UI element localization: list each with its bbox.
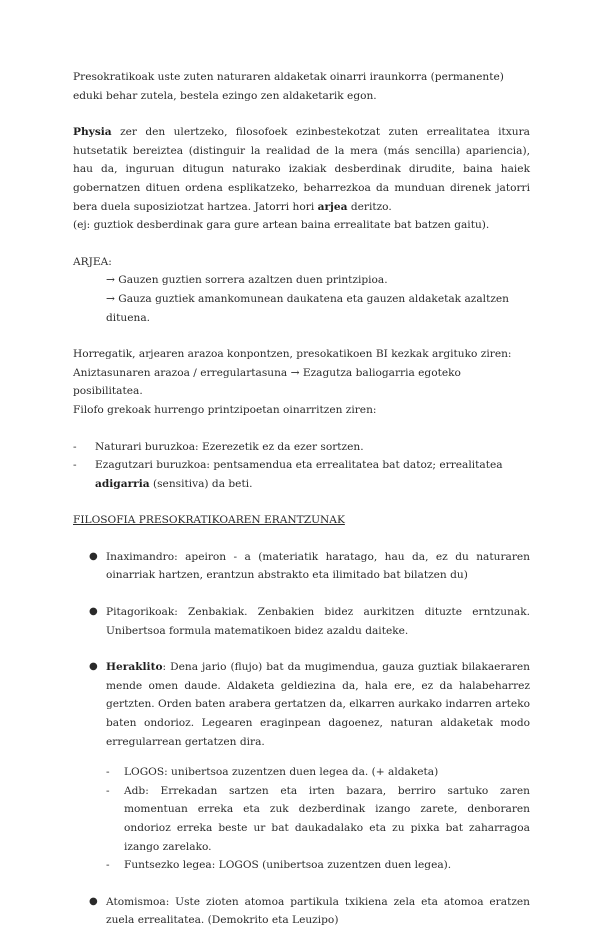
anaximandro-text: Inaximandro: apeiron - a (materiatik haratago, hau da, ez du naturaren oinarriak hartzen, erantzun abstrakto eta ilimitado bat bilatzen du) [106, 550, 530, 582]
heraklito-sub-2: Adb: Errekadan sartzen eta irten bazara, berriro sartuko zaren momentuan erreka eta zuk dezberdinak izango zarete, denboraren ondorioz erreka beste ur bat daukadalako eta zu pixka bat zaharragoa izango zarelako. [124, 784, 530, 853]
heraklito-name: Heraklito [106, 661, 163, 674]
arjea-line-2: → Gauza guztiek amankomunean daukatena eta gauzen aldaketak azaltzen dituena. [106, 292, 510, 324]
horregatik-line-2: Aniztasunaren arazoa / erregulartasuna → Ezagutza baliogarria egoteko posibilitatea. [73, 366, 461, 398]
bullet-dot-icon: ● [89, 606, 98, 618]
arjea-line-1: → Gauzen guztien sorrera azaltzen duen printzipioa. [106, 274, 388, 287]
bullet-dot-icon: ● [89, 661, 98, 673]
physia-text-2: deritzo. [347, 200, 392, 213]
dash-bullet: - [106, 784, 110, 797]
principle-nature: Naturari buruzkoa: Ezerezetik ez da ezer sortzen. [95, 440, 364, 453]
heraklito-sub-1: LOGOS: unibertsoa zuzentzen duen legea da. (+ aldaketa) [124, 766, 439, 779]
heraklito-text: : Dena jario (flujo) bat da mugimendua, gauza guztiak bilakaeraren mende omen daude. Aldaketa geldiezina da, hala ere, ez da halabeharrez gertzten. Orden baten arabera gertatzen da, elkarren aurkako indarren arteko baten ondorioz. Legearen eraginpean dagoenez, naturan aldaketak modo erregularrean gertatzen dira. [106, 661, 530, 748]
physia-text-1: zer den ulertzeko, filosofoek ezinbestekotzat zuten errealitatea itxura hutsetatik bereiztea (distinguir la realidad de la mera (más sencilla) apariencia), hau da, inguruan ditugun naturako izakiak desberdinak dirudite, baina haiek gobernatzen dituen ordena esplikatzeko, beharrezkoa da munduan direnek jatorri bera duela suposiziotzat hartzea. Jatorri hori [73, 126, 530, 213]
document-page [73, 68, 530, 948]
principle-knowledge-pre: Ezagutzari buruzkoa: pentsamendua eta errealitatea bat datoz; errealitatea [95, 459, 503, 472]
physia-paragraph [73, 123, 530, 235]
list-item [106, 856, 530, 875]
principle-knowledge-post: (sensitiva) da beti. [149, 477, 253, 490]
horregatik-line-1: Horregatik, arjearen arazoa konpontzen, presokatikoen BI kezkak argituko ziren: [73, 348, 512, 361]
horregatik-paragraph [73, 345, 530, 419]
arjea-section [73, 253, 530, 327]
answers-list [73, 548, 530, 930]
bullet-heraklito [73, 658, 530, 875]
bullet-dot-icon: ● [89, 895, 98, 907]
arjea-label: ARJEA: [73, 255, 112, 268]
intro-paragraph: Presokratikoak uste zuten naturaren aldaketak oinarri iraunkorra (permanente) eduki behar zutela, bestela ezingo zen aldaketarik egon. [73, 71, 504, 102]
dash-bullet: - [106, 859, 110, 872]
heraklito-sub-3: Funtsezko legea: LOGOS (unibertsoa zuzentzen duen legea). [124, 859, 452, 872]
bullet-dot-icon: ● [89, 550, 98, 562]
dash-bullet: - [73, 459, 77, 472]
atomismoa-text: Atomismoa: Uste zioten atomoa partikula txikiena zela eta atomoa eratzen zuela errealitatea. (Demokrito eta Leuzipo) [106, 895, 530, 927]
dash-bullet: - [106, 766, 110, 779]
list-item [73, 438, 530, 457]
pitagoras-text: Pitagorikoak: Zenbakiak. Zenbakien bidez aurkitzen dituzte erntzunak. Unibertsoa formula matematikoen bidez azaldu daiteke. [106, 606, 530, 637]
horregatik-line-3: Filofo grekoak hurrengo printzipoetan oinarritzen ziren: [73, 403, 377, 416]
physia-example: (ej: guztiok desberdinak gara gure artean baina errealitate bat batzen gaitu). [73, 219, 490, 232]
list-item [73, 456, 530, 493]
dash-bullet: - [73, 440, 77, 453]
arjea-term: arjea [317, 200, 348, 213]
list-item [106, 782, 530, 856]
bullet-atomismoa [73, 893, 530, 930]
section-title: FILOSOFIA PRESOKRATIKOAREN ERANTZUNAK [73, 514, 345, 527]
heraklito-sublist [106, 763, 530, 875]
physia-term: Physia [73, 126, 112, 139]
principles-list [73, 438, 530, 494]
list-item [106, 763, 530, 782]
bullet-anaximandro [73, 548, 530, 585]
bullet-pitagoras [73, 603, 530, 640]
principle-knowledge-bold: adigarria [95, 477, 150, 490]
